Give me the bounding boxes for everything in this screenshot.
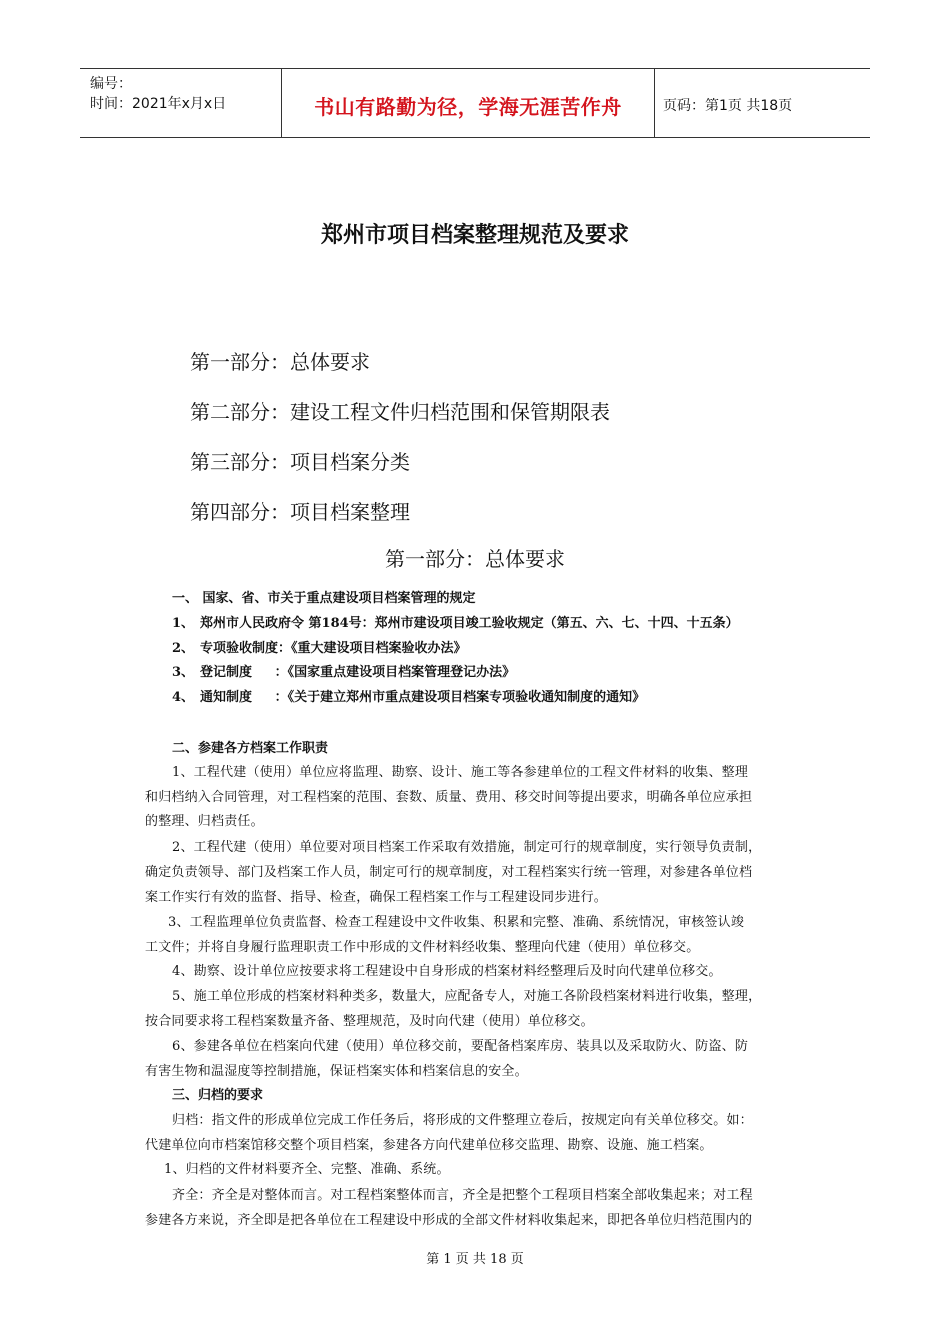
paragraph-line: 工文件；并将自身履行监理职责工作中形成的文件材料经收集、整理向代建（使用）单位移交。 (145, 940, 700, 955)
toc-item-2: 第二部分：建设工程文件归档范围和保管期限表 (190, 400, 610, 424)
law-item-text: 通知制度 ：《关于建立郑州市重点建设项目档案专项验收通知制度的通知》 (200, 690, 646, 705)
law-item-number: 2、 (172, 641, 195, 656)
law-item-text: 专项验收制度：《重大建设项目档案验收办法》 (200, 641, 467, 656)
paragraph-line: 4、勘察、设计单位应按要求将工程建设中自身形成的档案材料经整理后及时向代建单位移交。 (172, 964, 722, 979)
time-label: 时间：2021年x月x日 (90, 96, 227, 112)
paragraph-line: 1、工程代建（使用）单位应将监理、勘察、设计、施工等各参建单位的工程文件材料的收集、整理 (172, 765, 749, 780)
paragraph-line: 有害生物和温湿度等控制措施，保证档案实体和档案信息的安全。 (145, 1064, 528, 1079)
paragraph-line: 确定负责领导、部门及档案工作人员，制定可行的规章制度，对工程档案实行统一管理，对参建各单位档 (145, 865, 753, 880)
header-info-cell (80, 69, 282, 137)
number-label: 编号： (90, 76, 132, 92)
paragraph-line: 2、工程代建（使用）单位要对项目档案工作采取有效措施，制定可行的规章制度，实行领导负责制， (172, 840, 762, 855)
paragraph-line: 和归档纳入合同管理，对工程档案的范围、套数、质量、费用、移交时间等提出要求，明确各单位应承担 (145, 790, 753, 805)
paragraph-line: 参建各方来说，齐全即是把各单位在工程建设中形成的全部文件材料收集起来，即把各单位归档范围内的 (145, 1213, 753, 1228)
law-item (172, 637, 822, 655)
paragraph-line: 归档：指文件的形成单位完成工作任务后，将形成的文件整理立卷后，按规定向有关单位移交。如： (172, 1113, 753, 1128)
page-header (80, 68, 870, 138)
toc-item-1: 第一部分：总体要求 (190, 350, 370, 374)
paragraph-line: 案工作实行有效的监督、指导、检查，确保工程档案工作与工程建设同步进行。 (145, 890, 608, 905)
section3-heading: 三、归档的要求 (172, 1088, 264, 1103)
law-item-number: 1、 (172, 616, 195, 631)
document-title: 郑州市项目档案整理规范及要求 (320, 223, 629, 248)
section2-heading: 二、参建各方档案工作职责 (172, 741, 329, 756)
paragraph-line: 的整理、归档责任。 (145, 814, 264, 829)
law-item-number: 3、 (172, 665, 195, 680)
section1-heading: 一、 国家、省、市关于重点建设项目档案管理的规定 (172, 591, 476, 606)
page-code: 页码：第1页 共18页 (663, 98, 793, 114)
law-item-number: 4、 (172, 690, 195, 705)
header-page-cell (655, 69, 870, 137)
paragraph-line: 1、归档的文件材料要齐全、完整、准确、系统。 (164, 1162, 450, 1177)
page-footer: 第 1 页 共 18 页 (426, 1252, 524, 1267)
paragraph-line: 5、施工单位形成的档案材料种类多，数量大，应配备专人，对施工各阶段档案材料进行收集，整理， (172, 989, 762, 1004)
law-item (172, 686, 822, 704)
toc-item-3: 第三部分：项目档案分类 (190, 450, 410, 474)
part1-title: 第一部分：总体要求 (385, 547, 565, 571)
law-item (172, 661, 822, 679)
toc-item-4: 第四部分：项目档案整理 (190, 500, 410, 524)
paragraph-line: 代建单位向市档案馆移交整个项目档案，参建各方向代建单位移交监理、勘察、设施、施工档案。 (145, 1138, 713, 1153)
paragraph-line: 6、参建各单位在档案向代建（使用）单位移交前，要配备档案库房、装具以及采取防火、防盗、防 (172, 1039, 749, 1054)
paragraph-line: 按合同要求将工程档案数量齐备、整理规范，及时向代建（使用）单位移交。 (145, 1014, 594, 1029)
law-item (172, 612, 822, 630)
motto-text: 书山有路勤为径，学海无涯苦作舟 (314, 95, 622, 119)
law-item-text: 郑州市人民政府令 第184号：郑州市建设项目竣工验收规定（第五、六、七、十四、十五条） (200, 616, 739, 631)
law-item-text: 登记制度 ：《国家重点建设项目档案管理登记办法》 (200, 665, 516, 680)
paragraph-line: 齐全：齐全是对整体而言。对工程档案整体而言，齐全是把整个工程项目档案全部收集起来；对工程 (172, 1188, 753, 1203)
paragraph-line: 3、工程监理单位负责监督、检查工程建设中文件收集、积累和完整、准确、系统情况，审核签认竣 (168, 915, 745, 930)
header-motto-cell (282, 69, 655, 137)
